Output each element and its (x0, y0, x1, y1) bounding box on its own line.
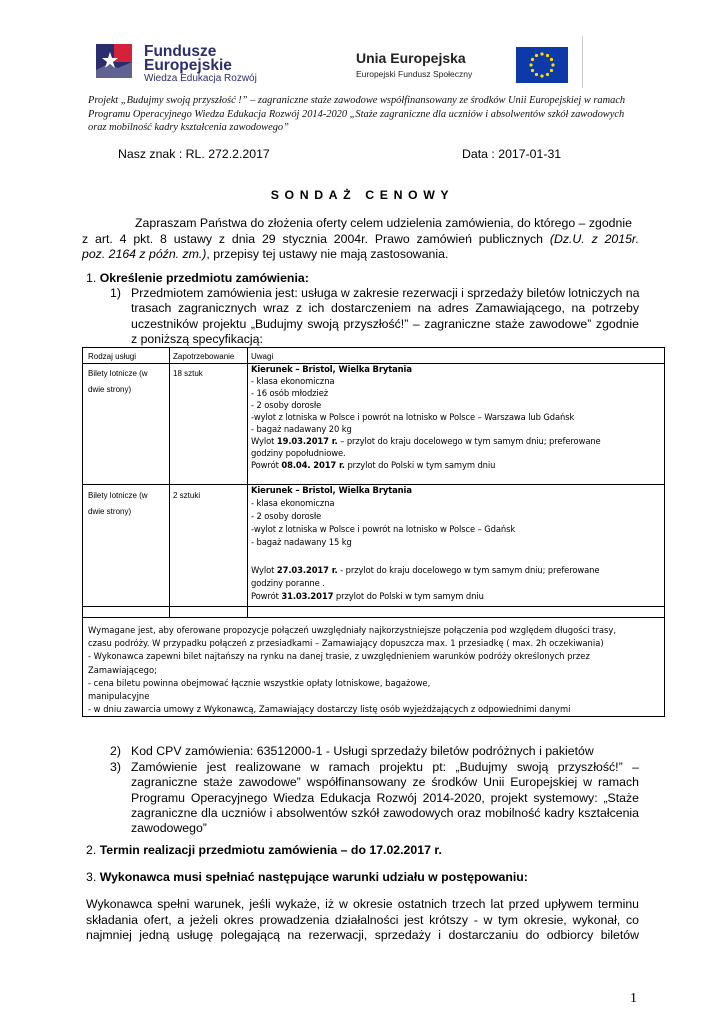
unia-europejska-logo (356, 42, 578, 88)
item-3-line-5: zawodowego” (131, 821, 207, 835)
conditions-line-1: Wykonawca spełni warunek, jeśli wykaże, iż w okresie ostatnich trzech lat przed upływem terminu (86, 897, 639, 911)
ue-logo-line1: Unia Europejska (356, 50, 466, 66)
row1-service-line1: Bilety lotnicze (w (88, 369, 148, 378)
document-title: SONDAŻ CENOWY (270, 188, 455, 202)
requirement-line: - w dniu zawarcia umowy z Wykonawcą, Zamawiający dostarczy listę osób wyjeżdżających z odpowiednimi danymi (88, 704, 571, 715)
section-3-heading: 3. Wykonawca musi spełniać następujące warunki udziału w postępowaniu: (86, 870, 528, 884)
row2-note: - klasa ekonomiczna (251, 498, 335, 508)
intro-line-3: poz. 2164 z późn. zm.), przepisy tej ustawy nie mają zastosowania. (82, 247, 449, 261)
item-1-line-2: trasach zagranicznych wraz z ich dostarczeniem na adres Zamawiającego, na potrzeby (131, 301, 639, 315)
item-2-number: 2) (110, 744, 121, 758)
row1-departure: Wylot 19.03.2017 r. – przylot do kraju docelowego w tym samym dniu; preferowane (251, 436, 601, 446)
conditions-line-3: najmniej jedną usługę polegającą na rezerwacji, sprzedaży i dostarczaniu do odbiorcy biletów (86, 928, 639, 942)
item-2-text: Kod CPV zamówienia: 63512000-1 - Usługi sprzedaży biletów podróżnych i pakietów (131, 744, 594, 758)
item-3-line-3: Programu Operacyjnego Wiedza Edukacja Rozwój 2014-2020, projekt systemowy: „Staże (131, 791, 639, 805)
row1-note: - bagaż nadawany 20 kg (251, 424, 352, 434)
our-reference: Nasz znak : RL. 272.2.2017 (118, 147, 270, 161)
requirement-line: - Wykonawca zapewni bilet najtańszy na rynku na danej trasie, z uwzględnieniem warunków podróży określonych przez (88, 651, 590, 662)
row1-note: -wylot z lotniska w Polsce i powrót na lotnisko w Polsce – Warszawa lub Gdańsk (251, 412, 575, 422)
table-col-line (247, 348, 248, 617)
table-header-service: Rodzaj usługi (88, 352, 137, 361)
requirement-line: czasu podróży. W przypadku połączeń z przesiadkami – Zamawiający dopuszcza max. 1 przesiadkę ( max. 2h oczekiwania) (88, 638, 604, 649)
item-1-line-3: uczestników projektu „Budujmy swoją przyszłość!” – zagraniczne staże zawodowe” zgodnie (131, 317, 639, 331)
row1-service-line2: dwie strony) (88, 385, 132, 394)
requirement-line: Wymagane jest, aby oferowane propozycje połączeń uwzględniały najkorzystniejsze połączenia pod względem długości trasy, (88, 625, 617, 635)
row2-note: -wylot z lotniska w Polsce i powrót na lotnisko w Polsce – Gdańsk (251, 524, 516, 534)
fe-logo-line3: Wiedza Edukacja Rozwój (144, 73, 257, 84)
row1-note: - 2 osoby dorosłe (251, 400, 322, 410)
item-3-line-4: zagraniczne dla uczniów i absolwentów szkół zawodowych oraz mobilność kadry kształcenia (131, 806, 639, 820)
page-number: 1 (630, 991, 637, 1006)
row2-direction: Kierunek – Bristol, Wielka Brytania (251, 485, 412, 495)
row2-departure: Wylot 27.03.2017 r. - przylot do kraju docelowego w tym samym dniu; preferowane (251, 565, 600, 575)
row1-departure-hours: godziny popołudniowe. (251, 448, 346, 458)
specification-table (82, 347, 665, 717)
row1-demand: 18 sztuk (173, 369, 203, 378)
requirement-line: - cena biletu powinna obejmować łącznie wszystkie opłaty lotniskowe, bagażowe, (88, 677, 431, 688)
item-1-number: 1) (110, 286, 121, 300)
item-3-line-2: zagraniczne staże zawodowe” współfinansowany ze środków Unii Europejskiej w ramach (131, 775, 639, 789)
row2-note: - 2 osoby dorosłe (251, 511, 322, 521)
table-row-line (83, 606, 664, 607)
fe-logo-line1: Fundusze (144, 43, 217, 60)
conditions-line-2: składania ofert, a jeżeli okres prowadzenia działalności jest krótszy - w tym okresie, wykonał, co (86, 913, 639, 927)
fundusze-europejskie-logo (96, 42, 296, 88)
header-separator (582, 36, 583, 88)
row2-return: Powrót 31.03.2017 przylot do Polski w tym samym dniu (251, 591, 484, 601)
item-1-line-1: Przedmiotem zamówienia jest: usługa w zakresie rezerwacji i sprzedaży biletów lotniczych na (131, 286, 640, 300)
row1-return: Powrót 08.04. 2017 r. przylot do Polski w tym samym dniu (251, 460, 496, 470)
row2-service-line2: dwie strony) (88, 507, 132, 516)
row2-demand: 2 sztuki (173, 491, 201, 500)
row1-note: - 16 osób młodzież (251, 388, 329, 398)
table-header-notes: Uwagi (251, 352, 274, 361)
ue-logo-line2: Europejski Fundusz Społeczny (356, 69, 473, 79)
item-3-line-1: Zamówienie jest realizowane w ramach projektu pt: „Budujmy swoją przyszłość!” – (131, 760, 639, 774)
row1-note: - klasa ekonomiczna (251, 376, 335, 386)
project-note: Projekt „Budujmy swoją przyszłość !” – zagraniczne staże zawodowe współfinansowany ze środków Unii Europejskiej w ramach Programu Operacyjnego Wiedza Edukacja Rozwój 2014-2020 „Staże zagraniczne dla uczniów i absolwentów szkół zawodowych oraz mobilność kadry kształcenia zawodowego” (88, 95, 626, 133)
section-1-heading: 1. Określenie przedmiotu zamówienia: (86, 271, 309, 285)
row1-direction: Kierunek – Bristol, Wielka Brytania (251, 364, 412, 374)
intro-line-1: Zapraszam Państwa do złożenia oferty celem udzielenia zamówienia, do którego – zgodnie (135, 216, 632, 230)
intro-line-2: z art. 4 pkt. 8 ustawy z dnia 29 stycznia 2004r. Prawo zamówień publicznych (Dz.U. z 2015r. (82, 232, 639, 246)
row2-service-line1: Bilety lotnicze (w (88, 491, 148, 500)
fe-logo-line2: Europejskie (144, 57, 232, 74)
item-3-number: 3) (110, 760, 121, 774)
eu-flag-icon (516, 47, 568, 83)
document-date: Data : 2017-01-31 (462, 147, 562, 161)
row2-departure-hours: godziny poranne . (251, 578, 325, 588)
requirements-block (88, 624, 663, 716)
section-2-heading: 2. Termin realizacji przedmiotu zamówienia – do 17.02.2017 r. (86, 843, 442, 857)
requirement-line: manipulacyjne (88, 691, 150, 702)
table-col-line (169, 348, 170, 617)
item-1-line-4: z poniższą specyfikacją: (131, 332, 263, 346)
fe-flag-icon (96, 42, 136, 82)
table-row-line (83, 617, 664, 618)
requirement-line: Zamawiającego; (88, 664, 157, 675)
table-header-demand: Zapotrzebowanie (173, 352, 235, 361)
row2-note: - bagaż nadawany 15 kg (251, 537, 352, 547)
